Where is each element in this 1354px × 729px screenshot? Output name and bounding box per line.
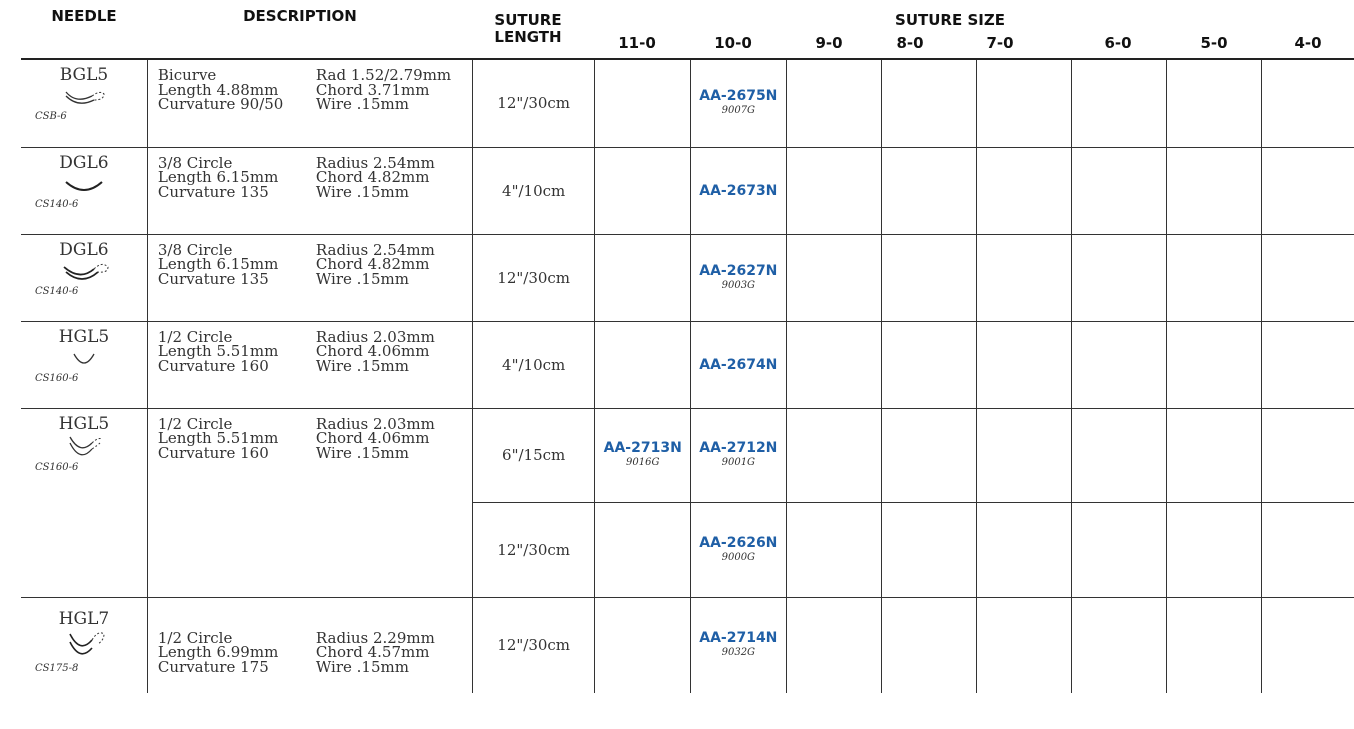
desc-chord: Chord 4.82mm	[315, 255, 430, 273]
desc-curvature: Curvature 160	[157, 356, 269, 375]
size-11-0-cell	[595, 147, 691, 234]
desc-length: Length 6.15mm	[157, 168, 279, 186]
bicurve-needle-icon	[54, 84, 114, 110]
size-6-0-cell	[1072, 502, 1167, 597]
size-7-0-cell	[976, 147, 1071, 234]
size-10-0-cell	[691, 59, 787, 147]
header-description: DESCRIPTION	[243, 7, 357, 25]
table-row	[21, 147, 1354, 234]
header-size-6-0: 6-0	[1104, 34, 1132, 52]
needle-cell	[21, 408, 147, 597]
desc-radius: Radius 2.29mm	[315, 628, 435, 647]
needle-subcode: CSB-6	[35, 111, 67, 122]
size-5-0-cell	[1167, 147, 1262, 234]
needle-cell	[21, 59, 147, 147]
catalog-code: 9001G	[721, 457, 756, 468]
size-7-0-cell	[976, 59, 1071, 147]
product-code: AA-2712N	[699, 440, 778, 456]
size-10-0-cell	[691, 321, 787, 408]
size-9-0-cell	[786, 408, 881, 502]
double-three-eighths-needle-icon	[54, 259, 114, 285]
desc-length: Length 4.88mm	[157, 80, 279, 99]
size-8-0-cell	[881, 321, 976, 408]
size-9-0-cell	[786, 502, 881, 597]
size-7-0-cell	[976, 408, 1071, 502]
desc-wire: Wire .15mm	[315, 657, 409, 676]
desc-shape: 1/2 Circle	[157, 327, 233, 346]
description-cell	[147, 234, 472, 321]
desc-wire: Wire .15mm	[315, 95, 409, 113]
table-row	[21, 234, 1354, 321]
header-suture-length-line1: SUTURE	[494, 11, 562, 29]
size-9-0-cell	[786, 234, 881, 321]
needle-subcode: CS140-6	[35, 285, 79, 297]
header-size-4-0: 4-0	[1294, 34, 1322, 52]
needle-code: HGL5	[58, 326, 110, 347]
header-size-9-0: 9-0	[815, 34, 843, 52]
size-4-0-cell	[1262, 147, 1354, 234]
description-cell	[147, 59, 472, 147]
suture-length-cell: 12"/30cm	[472, 234, 595, 321]
size-11-0-cell	[595, 502, 691, 597]
size-9-0-cell	[786, 321, 881, 408]
size-11-0-cell	[595, 234, 691, 321]
size-7-0-cell	[976, 597, 1071, 693]
product-code: AA-2713N	[603, 440, 682, 456]
size-9-0-cell	[786, 59, 881, 147]
description-cell	[147, 597, 472, 693]
needle-subcode: CS140-6	[35, 198, 79, 210]
size-4-0-cell	[1262, 502, 1354, 597]
needle-cell	[21, 597, 147, 693]
desc-curvature: Curvature 160	[157, 443, 269, 462]
suture-length-cell: 12"/30cm	[472, 59, 595, 147]
size-6-0-cell	[1072, 59, 1167, 147]
header-size-11-0: 11-0	[618, 34, 656, 52]
product-code: AA-2674N	[699, 356, 778, 373]
desc-curvature: Curvature 90/50	[157, 95, 284, 113]
product-code: AA-2626N	[699, 534, 778, 551]
desc-shape: 1/2 Circle	[157, 414, 233, 433]
description-cell	[147, 408, 472, 597]
desc-radius: Rad 1.52/2.79mm	[315, 66, 452, 84]
catalog-code: 9016G	[626, 457, 660, 468]
needle-subcode: CS160-6	[35, 372, 79, 384]
size-5-0-cell	[1167, 408, 1262, 502]
size-10-0-cell	[691, 502, 787, 597]
size-5-0-cell	[1167, 597, 1262, 693]
size-11-0-cell	[595, 408, 691, 502]
size-8-0-cell	[881, 59, 976, 147]
table-row	[21, 59, 1354, 147]
size-4-0-cell	[1262, 59, 1354, 147]
size-6-0-cell	[1072, 597, 1167, 693]
needle-code: HGL5	[58, 413, 110, 434]
half-circle-needle-icon	[54, 346, 114, 372]
desc-chord: Chord 4.82mm	[315, 168, 430, 186]
table-row	[21, 597, 1354, 693]
needle-code: HGL7	[58, 608, 110, 629]
desc-curvature: Curvature 175	[157, 657, 269, 676]
desc-length: Length 6.99mm	[157, 643, 279, 661]
suture-length-cell: 4"/10cm	[472, 321, 595, 408]
desc-chord: Chord 4.57mm	[315, 643, 430, 661]
size-8-0-cell	[881, 147, 976, 234]
size-5-0-cell	[1167, 321, 1262, 408]
desc-wire: Wire .15mm	[315, 356, 409, 375]
needle-code: BGL5	[59, 65, 109, 85]
size-8-0-cell	[881, 502, 976, 597]
table-row	[21, 321, 1354, 408]
size-7-0-cell	[976, 502, 1071, 597]
suture-table	[21, 58, 1354, 693]
catalog-code: 9007G	[721, 105, 756, 117]
desc-shape: 3/8 Circle	[157, 240, 233, 259]
needle-code: DGL6	[59, 152, 109, 173]
description-cell	[147, 147, 472, 234]
catalog-code: 9000G	[721, 551, 756, 563]
desc-wire: Wire .15mm	[315, 269, 409, 288]
needle-subcode: CS160-6	[35, 461, 79, 473]
table-row	[21, 408, 1354, 502]
suture-length-cell: 4"/10cm	[472, 147, 595, 234]
needle-subcode: CS175-8	[35, 662, 79, 674]
product-code: AA-2714N	[699, 630, 778, 647]
size-10-0-cell	[691, 147, 787, 234]
size-10-0-cell	[691, 234, 787, 321]
header-size-5-0: 5-0	[1200, 34, 1228, 52]
desc-shape: 1/2 Circle	[157, 628, 233, 647]
catalog-code: 9032G	[721, 647, 756, 659]
size-11-0-cell	[595, 59, 691, 147]
product-code: AA-2673N	[699, 182, 778, 199]
desc-chord: Chord 3.71mm	[315, 80, 430, 99]
needle-code: DGL6	[59, 239, 109, 260]
desc-wire: Wire .15mm	[315, 443, 409, 462]
desc-curvature: Curvature 135	[157, 182, 269, 201]
product-code: AA-2627N	[699, 262, 778, 279]
size-6-0-cell	[1072, 234, 1167, 321]
desc-radius: Radius 2.54mm	[315, 240, 435, 259]
size-7-0-cell	[976, 321, 1071, 408]
suture-length-cell: 12"/30cm	[472, 502, 595, 597]
size-7-0-cell	[976, 234, 1071, 321]
desc-chord: Chord 4.06mm	[315, 342, 430, 360]
size-4-0-cell	[1262, 321, 1354, 408]
double-half-circle-needle-icon	[54, 628, 114, 662]
desc-length: Length 6.15mm	[157, 255, 279, 273]
description-cell	[147, 321, 472, 408]
desc-length: Length 5.51mm	[157, 429, 279, 447]
product-code: AA-2675N	[699, 88, 778, 105]
size-5-0-cell	[1167, 59, 1262, 147]
suture-length-cell: 6"/15cm	[472, 408, 595, 502]
size-8-0-cell	[881, 408, 976, 502]
header-suture-length	[478, 12, 578, 46]
needle-cell	[21, 234, 147, 321]
desc-chord: Chord 4.06mm	[315, 429, 430, 447]
header-size-10-0: 10-0	[714, 34, 752, 52]
size-10-0-cell	[691, 408, 787, 502]
header-size-8-0: 8-0	[896, 34, 924, 52]
desc-radius: Radius 2.03mm	[315, 327, 435, 346]
header-suture-size: SUTURE SIZE	[895, 11, 1005, 29]
size-9-0-cell	[786, 597, 881, 693]
catalog-code: 9003G	[721, 279, 756, 291]
size-10-0-cell	[691, 597, 787, 693]
three-eighths-circle-needle-icon	[54, 172, 114, 198]
size-4-0-cell	[1262, 408, 1354, 502]
size-6-0-cell	[1072, 147, 1167, 234]
header-needle: NEEDLE	[51, 7, 117, 25]
double-half-circle-needle-icon	[54, 433, 114, 461]
size-4-0-cell	[1262, 234, 1354, 321]
needle-cell	[21, 321, 147, 408]
size-9-0-cell	[786, 147, 881, 234]
suture-length-cell: 12"/30cm	[472, 597, 595, 693]
size-8-0-cell	[881, 597, 976, 693]
size-4-0-cell	[1262, 597, 1354, 693]
size-6-0-cell	[1072, 408, 1167, 502]
size-8-0-cell	[881, 234, 976, 321]
size-5-0-cell	[1167, 234, 1262, 321]
size-11-0-cell	[595, 597, 691, 693]
desc-shape: 3/8 Circle	[157, 153, 233, 172]
desc-length: Length 5.51mm	[157, 342, 279, 360]
desc-radius: Radius 2.54mm	[315, 153, 435, 172]
size-6-0-cell	[1072, 321, 1167, 408]
desc-radius: Radius 2.03mm	[315, 414, 435, 433]
header-size-7-0: 7-0	[986, 34, 1014, 52]
desc-curvature: Curvature 135	[157, 269, 269, 288]
desc-shape: Bicurve	[157, 66, 217, 84]
size-11-0-cell	[595, 321, 691, 408]
size-5-0-cell	[1167, 502, 1262, 597]
header-suture-length-line2: LENGTH	[494, 28, 562, 46]
needle-cell	[21, 147, 147, 234]
desc-wire: Wire .15mm	[315, 182, 409, 201]
